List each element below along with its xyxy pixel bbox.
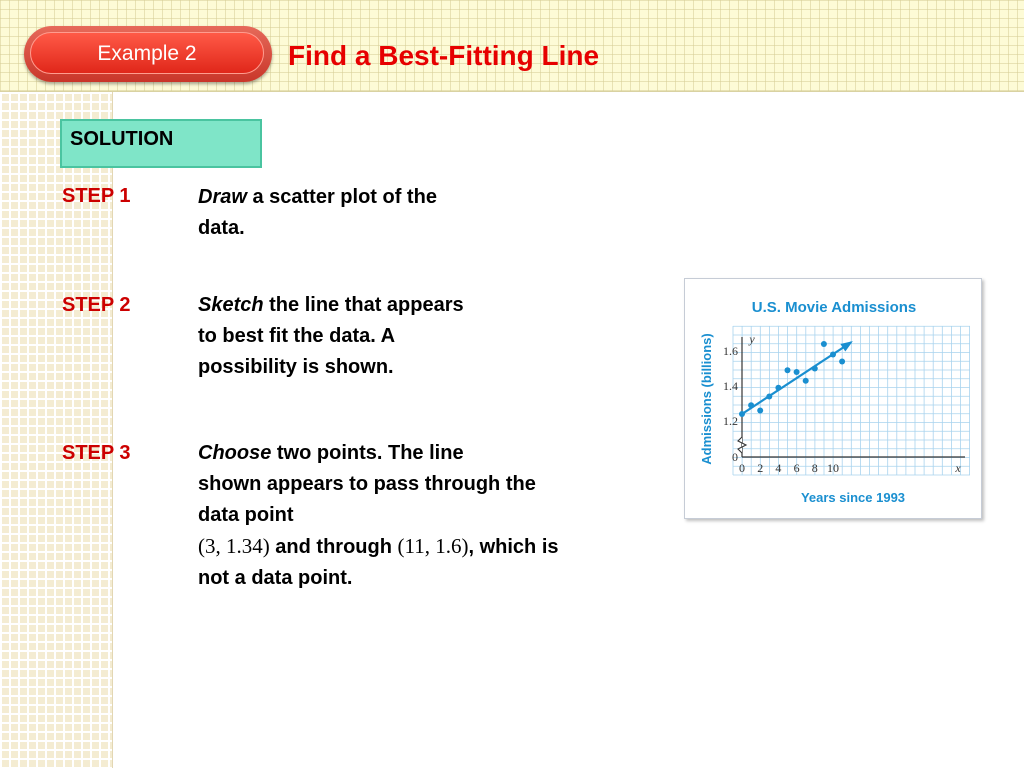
step-3-line-4-end: , which is [468,536,559,558]
x-tick-label: 0 [739,461,745,475]
y-tick-label: 0 [732,450,738,464]
example-badge [24,26,272,82]
scatter-chart [684,278,982,519]
solution-label: SOLUTION [70,128,174,150]
y-axis-break [738,437,746,453]
step-3-label: STEP 3 [62,442,131,464]
x-tick-label: 10 [827,461,839,475]
step-2-text [198,290,464,383]
page-title: Find a Best-Fitting Line [288,40,600,71]
x-axis-letter: x [955,461,961,475]
chart-title: U.S. Movie Admissions [751,299,917,316]
example-badge-inner [30,32,264,74]
data-point [775,385,781,391]
step-3-line-5: not a data point. [198,567,353,589]
step-3-line-4-mid: and through [269,536,398,558]
x-tick-label: 6 [793,461,800,475]
x-tick-label: 2 [757,461,764,475]
step-1-emphasis: Draw [198,186,247,208]
step-2-emphasis: Sketch [198,294,264,316]
data-point [821,341,827,347]
step-3-line-1 [198,438,559,469]
best-fit-line [742,341,853,414]
step-1-line-1 [198,182,437,213]
point-1: (3, 1.34) [198,534,270,558]
data-point [785,367,791,373]
step-2-label: STEP 2 [62,294,131,316]
solution-box [60,119,262,168]
step-3-emphasis: Choose [198,442,272,464]
data-point [748,402,754,408]
example-label: Example 2 [97,42,197,65]
step-2-line-2: to best fit the data. A [198,325,396,347]
step-3-line-3: data point [198,504,294,526]
step-2-line-1 [198,290,464,321]
data-point [794,369,800,375]
step-1-line-2: data. [198,217,245,239]
step-3-line-1-rest: two points. The line [271,442,464,464]
scatter-chart-svg [685,279,983,520]
data-point [739,411,745,417]
y-tick-label: 1.6 [723,344,738,358]
x-tick-label: 4 [775,461,782,475]
step-2-line-3: possibility is shown. [198,356,394,378]
x-axis-label: Years since 1993 [800,490,906,505]
data-point [757,408,763,414]
data-point [830,352,836,358]
point-2: (11, 1.6) [397,534,469,558]
data-point [812,366,818,372]
step-3-text [198,438,559,594]
step-3-line-4 [198,531,559,563]
data-point [839,359,845,365]
data-point [766,394,772,400]
step-2-line-1-rest: the line that appears [263,294,464,316]
y-tick-label: 1.4 [723,379,738,393]
step-1-text [198,182,437,244]
step-1-label: STEP 1 [62,185,131,207]
chart-grid [733,326,970,475]
x-tick-label: 8 [811,461,818,475]
data-point [803,378,809,384]
y-axis-label: Admissions (billions) [699,333,714,465]
step-3-line-2: shown appears to pass through the [198,473,536,495]
step-1-line-1-rest: a scatter plot of the [246,186,437,208]
y-axis-letter: y [749,332,755,346]
y-tick-label: 1.2 [723,414,738,428]
